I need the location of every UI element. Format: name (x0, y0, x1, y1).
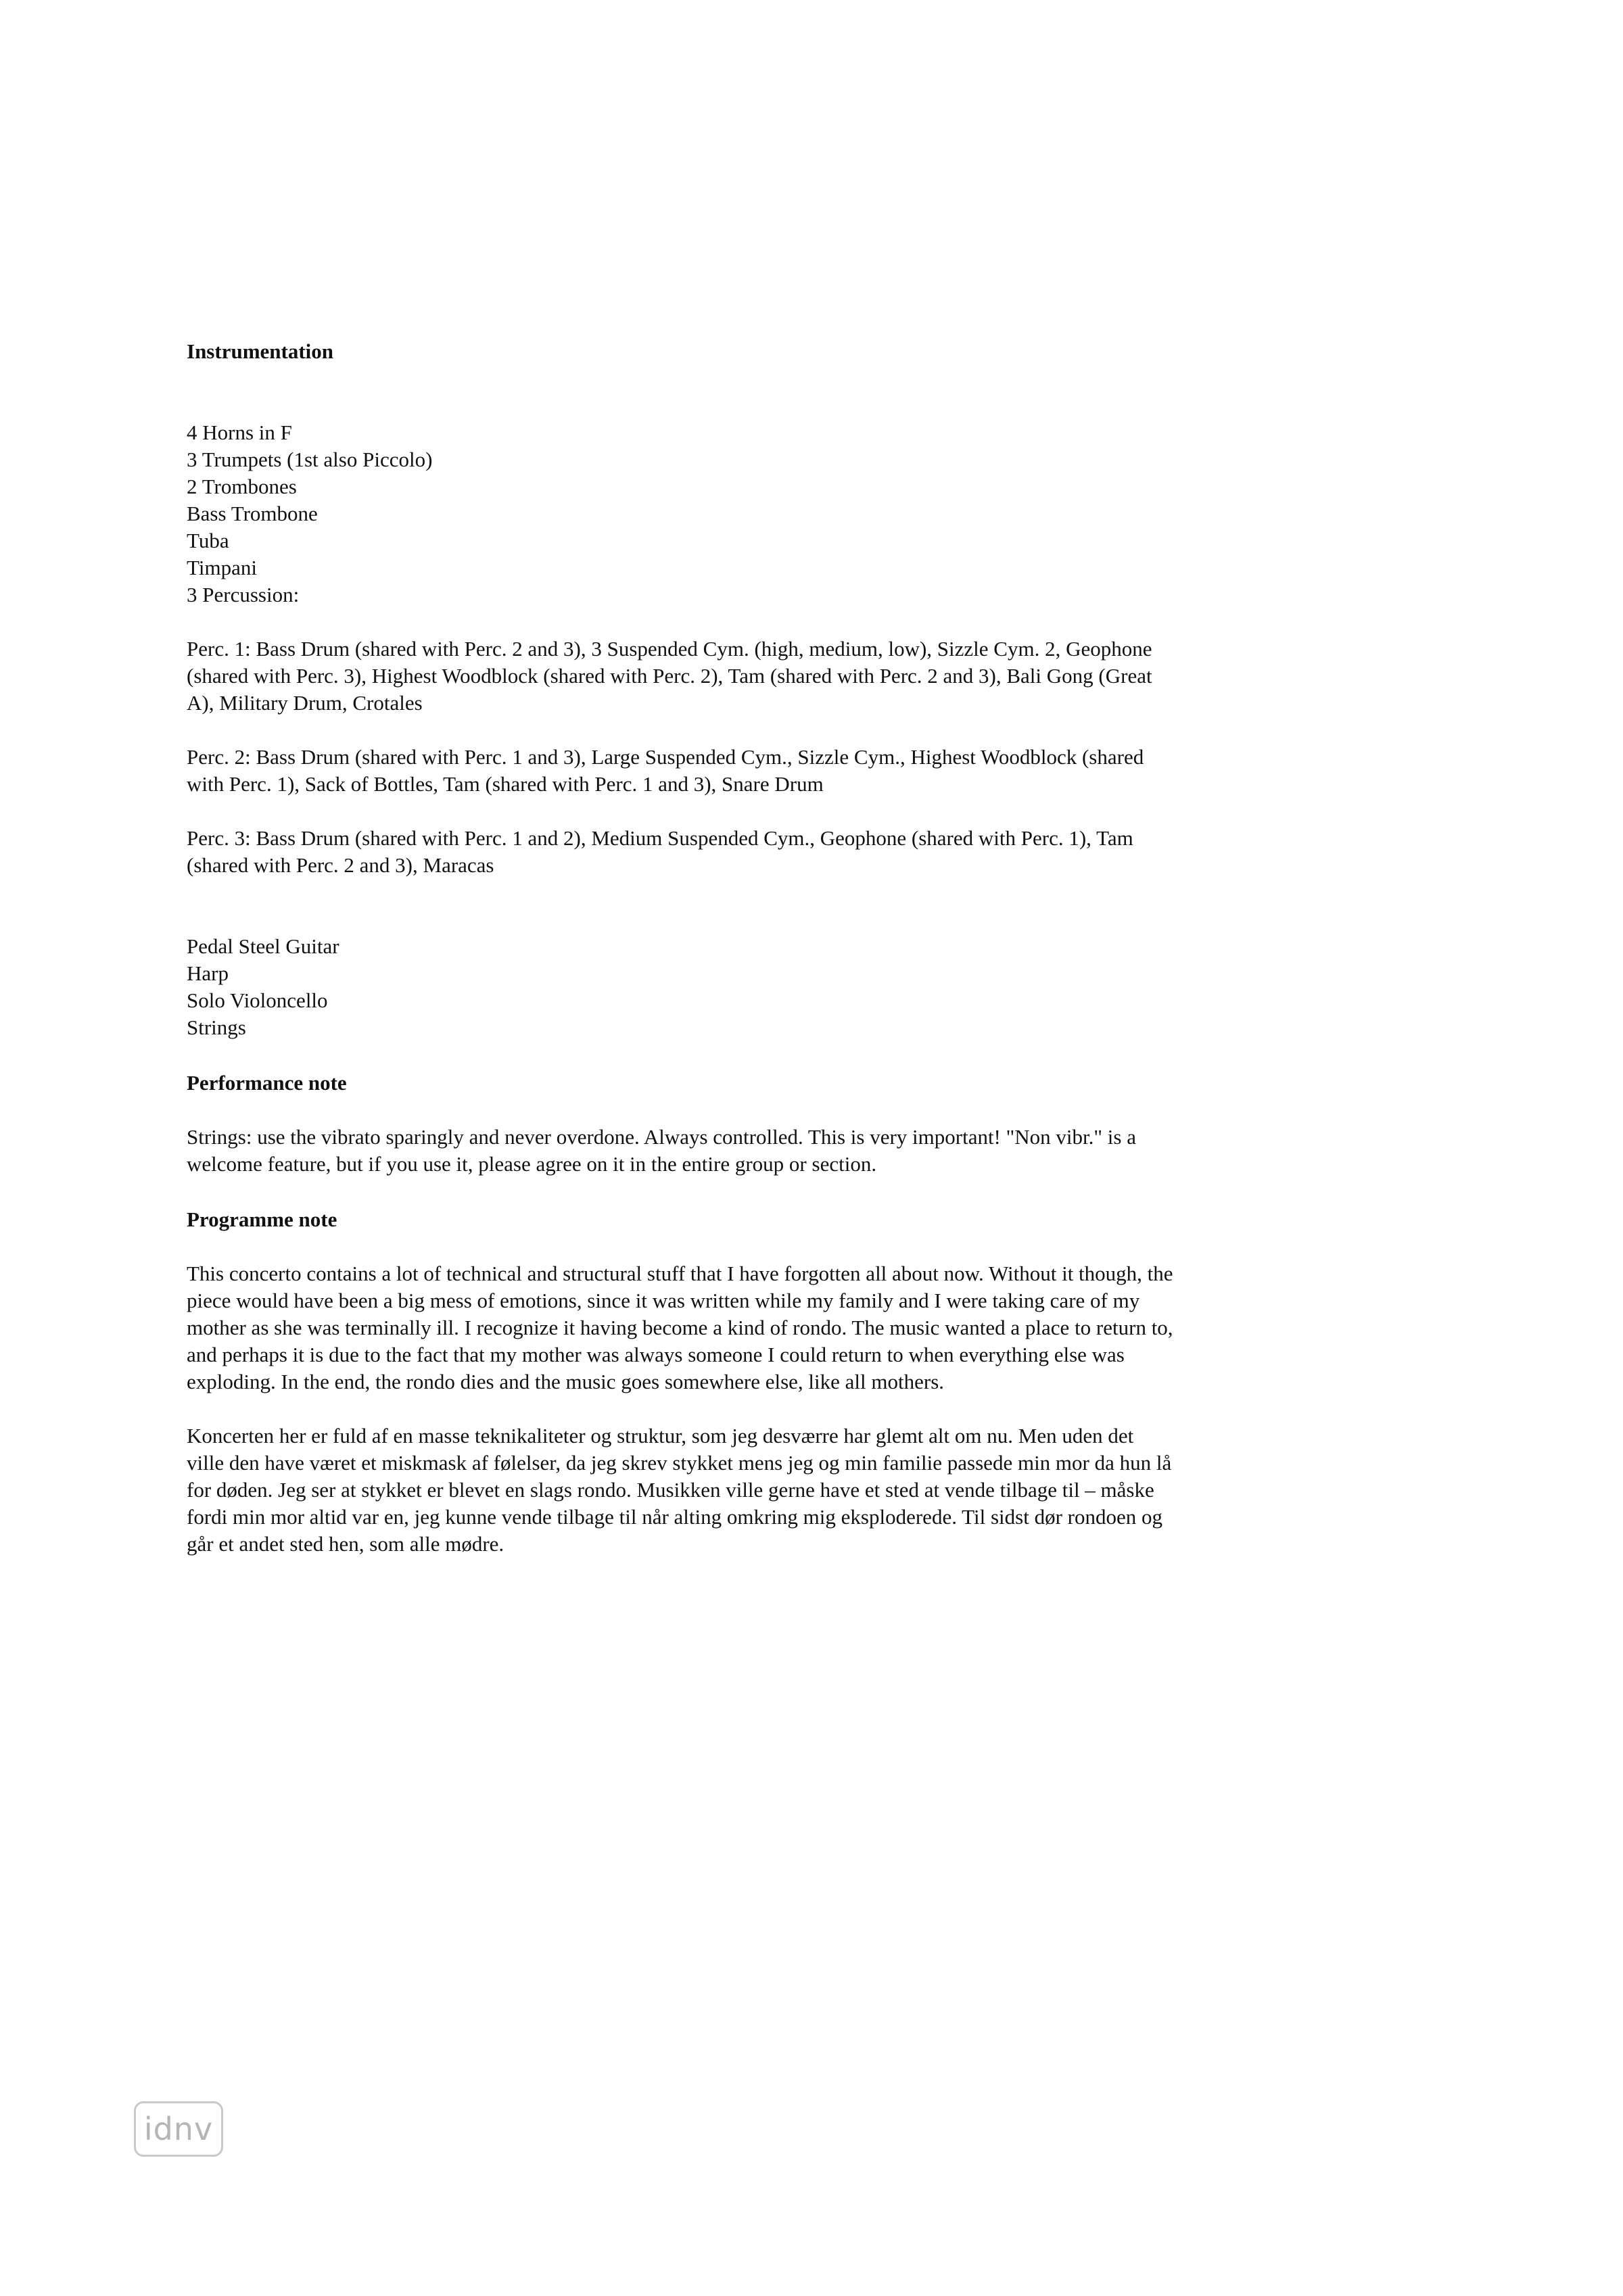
programme-note-heading: Programme note (187, 1207, 337, 1231)
list-item: Timpani (187, 556, 257, 579)
publisher-logo (134, 2101, 223, 2157)
programme-note-danish: Koncerten her er fuld af en masse teknikaliteter og struktur, som jeg desværre har glemt alt om nu. Men uden det ville den have været et miskmask af følelser, da jeg skrev stykket mens jeg og min familie passede min mor da hun lå for døden. Jeg ser at stykket er blevet en slags rondo. Musikken ville gerne have et sted at vende tilbage til – måske fordi min mor altid var en, jeg kunne vende tilbage til når alting omkring mig eksploderede. Til sidst dør rondoen og går et andet sted hen, som alle mødre. (187, 1424, 1172, 1556)
brass-percussion-list (187, 419, 1174, 608)
publisher-logo-text: idnv (143, 2111, 214, 2147)
performance-note-heading: Performance note (187, 1071, 347, 1095)
list-item: 4 Horns in F (187, 421, 292, 444)
list-item: Bass Trombone (187, 502, 318, 525)
list-item: Harp (187, 961, 229, 985)
percussion-3-text: Perc. 3: Bass Drum (shared with Perc. 1 and 2), Medium Suspended Cym., Geophone (shared with Perc. 1), Tam (shared with Perc. 2 and 3), Maracas (187, 826, 1133, 877)
list-item: Tuba (187, 529, 229, 552)
performance-note-text: Strings: use the vibrato sparingly and never overdone. Always controlled. This is very important! "Non vibr." is a welcome feature, but if you use it, please agree on it in the entire group or section. (187, 1125, 1136, 1176)
other-instruments-list (187, 933, 1174, 1041)
list-item: 2 Trombones (187, 475, 297, 498)
list-item: Pedal Steel Guitar (187, 934, 339, 958)
document-content (187, 338, 1174, 1558)
percussion-1-text: Perc. 1: Bass Drum (shared with Perc. 2 and 3), 3 Suspended Cym. (high, medium, low), Sizzle Cym. 2, Geophone (shared with Perc. 3), Highest Woodblock (shared with Perc. 2), Tam (shared with Perc. 2 and 3), Bali Gong (Great A), Military Drum, Crotales (187, 637, 1152, 715)
list-item: Strings (187, 1015, 246, 1039)
list-item: 3 Trumpets (1st also Piccolo) (187, 448, 433, 471)
instrumentation-heading: Instrumentation (187, 339, 334, 363)
percussion-2-text: Perc. 2: Bass Drum (shared with Perc. 1 and 3), Large Suspended Cym., Sizzle Cym., Highest Woodblock (shared with Perc. 1), Sack of Bottles, Tam (shared with Perc. 1 and 3), Snare Drum (187, 745, 1144, 796)
list-item: 3 Percussion: (187, 583, 300, 606)
programme-note-english: This concerto contains a lot of technical and structural stuff that I have forgotten all about now. Without it though, the piece would have been a big mess of emotions, since it was written while my family and I were taking care of my mother as she was terminally ill. I recognize it having become a kind of rondo. The music wanted a place to return to, and perhaps it is due to the fact that my mother was always someone I could return to when everything else was exploding. In the end, the rondo dies and the music goes somewhere else, like all mothers. (187, 1262, 1173, 1393)
list-item: Solo Violoncello (187, 988, 328, 1012)
